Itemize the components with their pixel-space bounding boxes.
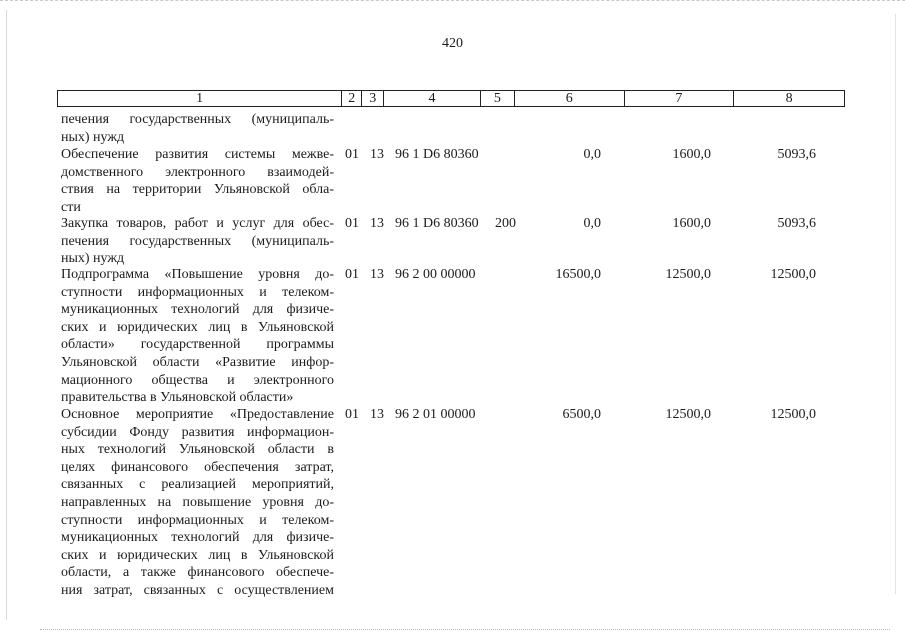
row-description (61, 111, 334, 146)
description-line: мационного общества и электронного (61, 372, 334, 388)
cell-value-col8: 5093,6 (777, 216, 816, 231)
header-col-3: 3 (362, 91, 384, 106)
description-line: печения государственных (муниципаль- (61, 233, 334, 249)
description-line: домственного электронного взаимодей- (61, 164, 334, 180)
header-col-4: 4 (384, 91, 481, 106)
table-header-row (57, 90, 845, 107)
cell-value-col7: 1600,0 (672, 147, 711, 162)
cell-value-col6: 0,0 (583, 216, 601, 231)
description-line: области, а также финансового обеспече- (61, 565, 334, 581)
description-line: Закупка товаров, работ и услуг для обес- (61, 216, 334, 231)
row-description (61, 215, 334, 268)
cell-section: 01 (345, 216, 359, 231)
cell-expense-type: 200 (495, 216, 516, 231)
description-line: ских и юридических лиц в Ульяновской (61, 547, 334, 563)
cell-subsection: 13 (370, 147, 384, 162)
cell-value-col7: 12500,0 (665, 407, 711, 422)
description-line: ступности информационных и телеком- (61, 512, 334, 528)
cell-value-col6: 6500,0 (562, 407, 601, 422)
cell-value-col8: 12500,0 (770, 407, 816, 422)
cell-value-col8: 5093,6 (777, 147, 816, 162)
description-line: области» государственной программы (61, 337, 334, 353)
row-description (61, 266, 334, 407)
cell-section: 01 (345, 407, 359, 422)
cell-value-col6: 16500,0 (555, 267, 601, 282)
scan-edge-top (0, 0, 905, 4)
description-line: ствия на территории Ульяновской обла- (61, 182, 334, 198)
cell-value-col7: 1600,0 (672, 216, 711, 231)
scan-edge-left (6, 10, 7, 620)
cell-subsection: 13 (370, 216, 384, 231)
description-line: ных) нужд (61, 129, 125, 145)
cell-target-code: 96 1 D6 80360 (395, 216, 479, 231)
description-line: ных технологий Ульяновской области в (61, 442, 334, 458)
description-line: Ульяновской области «Развитие инфор- (61, 354, 334, 370)
cell-subsection: 13 (370, 267, 384, 282)
description-line: ступности информационных и телеком- (61, 284, 334, 300)
description-line: ских и юридических лиц в Ульяновской (61, 319, 334, 335)
row-description (61, 406, 334, 600)
cell-value-col7: 12500,0 (665, 267, 711, 282)
row-description (61, 146, 334, 216)
description-line: целях финансового обеспечения затрат, (61, 459, 334, 475)
header-col-8: 8 (785, 91, 793, 106)
cell-value-col6: 0,0 (583, 147, 601, 162)
description-line: Подпрограмма «Повышение уровня до- (61, 267, 334, 282)
header-col-2: 2 (342, 91, 362, 106)
description-line: субсидии Фонду развития информацион- (61, 424, 334, 440)
description-line: сти (61, 199, 81, 215)
cell-section: 01 (345, 267, 359, 282)
description-line: муникационных технологий для физиче- (61, 302, 334, 318)
description-line: печения государственных (муниципаль- (61, 112, 334, 127)
page-number: 420 (442, 36, 463, 51)
header-col-6: 6 (515, 91, 625, 106)
description-line: Обеспечение развития системы межве- (61, 147, 334, 162)
header-col-5: 5 (481, 91, 515, 106)
description-line: связанных с реализацией мероприятий, (61, 477, 334, 493)
header-col-7: 7 (625, 91, 735, 106)
cell-target-code: 96 2 00 00000 (395, 267, 476, 282)
description-line: направленных на повышение уровня до- (61, 494, 334, 510)
cell-section: 01 (345, 147, 359, 162)
description-line: правительства в Ульяновской области» (61, 390, 294, 406)
header-col-1: 1 (58, 91, 342, 106)
cell-subsection: 13 (370, 407, 384, 422)
cell-target-code: 96 1 D6 80360 (395, 147, 479, 162)
cell-target-code: 96 2 01 00000 (395, 407, 476, 422)
description-line: муникационных технологий для физиче- (61, 530, 334, 546)
scan-edge-right (895, 14, 896, 594)
description-line: ных) нужд (61, 251, 125, 267)
description-line: ния затрат, связанных с осуществлением (61, 582, 334, 598)
cell-value-col8: 12500,0 (770, 267, 816, 282)
scan-edge-bottom (40, 629, 890, 630)
description-line: Основное мероприятие «Предоставление (61, 407, 334, 422)
